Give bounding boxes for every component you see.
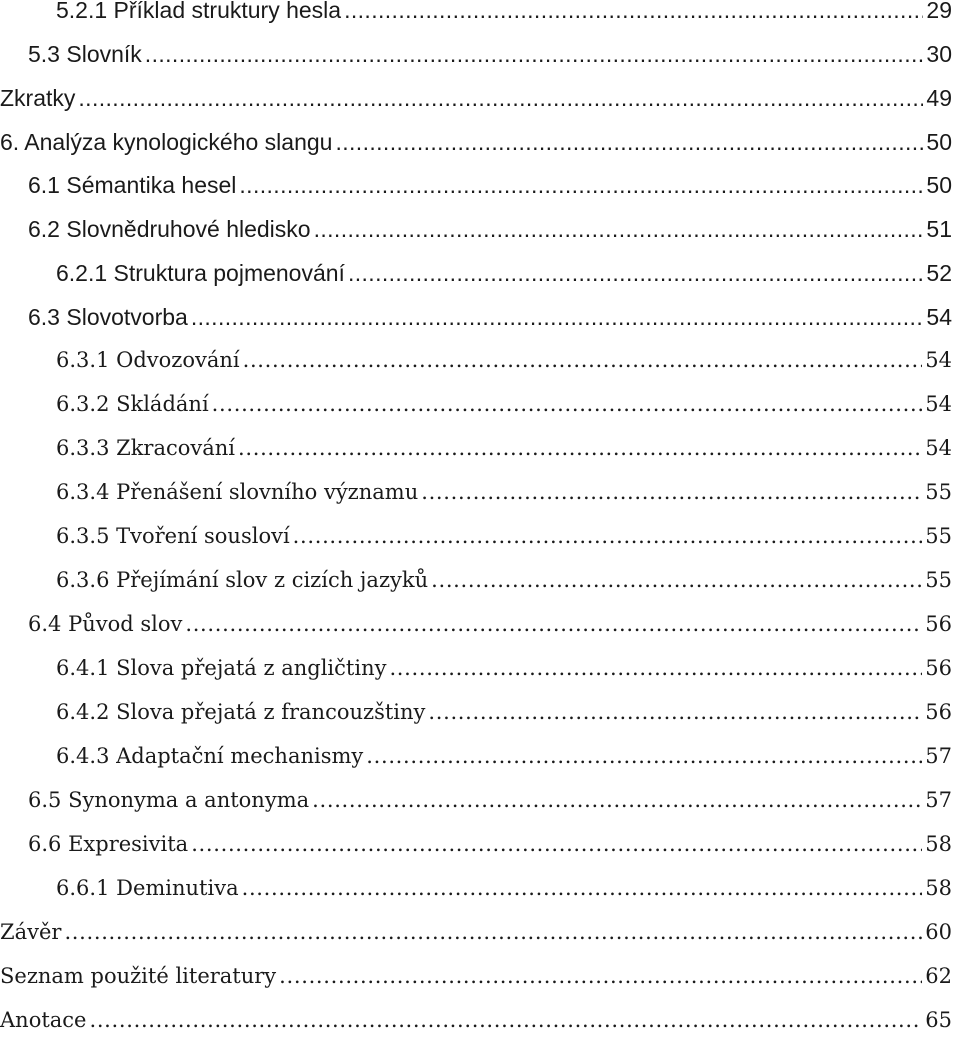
toc-entry[interactable] — [28, 41, 952, 73]
toc-entry-page: 57 — [925, 744, 952, 768]
toc-entry-page: 55 — [925, 568, 952, 592]
toc-entry-page: 56 — [925, 700, 952, 724]
toc-dot-leader — [421, 480, 922, 504]
toc-entry-page: 56 — [925, 612, 952, 636]
toc-entry-page: 50 — [926, 129, 952, 155]
toc-entry-page: 57 — [925, 788, 952, 812]
toc-entry[interactable] — [0, 1008, 952, 1040]
toc-entry-title: 6.4.1 Slova přejatá z angličtiny — [56, 656, 387, 680]
toc-entry-title: Seznam použité literatury — [0, 964, 277, 988]
toc-entry[interactable] — [0, 129, 952, 161]
toc-entry[interactable] — [28, 612, 952, 644]
toc-entry-title: 6.2.1 Struktura pojmenování — [56, 260, 345, 286]
toc-entry[interactable] — [28, 788, 952, 820]
toc-dot-leader — [191, 832, 922, 856]
toc-entry-page: 56 — [925, 656, 952, 680]
toc-dot-leader — [348, 260, 923, 287]
toc-entry-title: 6.4 Původ slov — [28, 612, 183, 636]
toc-entry[interactable] — [28, 832, 952, 864]
toc-dot-leader — [344, 0, 923, 24]
toc-entry[interactable] — [0, 964, 952, 996]
toc-dot-leader — [78, 85, 923, 112]
toc-dot-leader — [279, 964, 922, 988]
toc-entry[interactable] — [0, 85, 952, 117]
toc-entry-title: 6.3.3 Zkracování — [56, 436, 236, 460]
toc-entry-page: 58 — [925, 876, 952, 900]
toc-dot-leader — [389, 656, 922, 680]
toc-dot-leader — [238, 436, 922, 460]
toc-entry-page: 55 — [925, 480, 952, 504]
toc-entry[interactable] — [0, 920, 952, 952]
toc-entry-page: 54 — [925, 436, 952, 460]
toc-entry[interactable] — [56, 260, 952, 292]
toc-entry-title: Anotace — [0, 1008, 87, 1032]
toc-entry-title: 6.5 Synonyma a antonyma — [28, 788, 310, 812]
toc-dot-leader — [145, 41, 924, 68]
toc-dot-leader — [89, 1008, 922, 1032]
toc-entry[interactable] — [56, 392, 952, 424]
toc-dot-leader — [212, 392, 923, 416]
toc-entry-title: 6.1 Sémantika hesel — [28, 172, 237, 198]
toc-dot-leader — [64, 920, 922, 944]
toc-dot-leader — [239, 172, 923, 199]
toc-entry[interactable] — [56, 744, 952, 776]
toc-entry-title: 6.3.4 Přenášení slovního významu — [56, 480, 419, 504]
toc-entry[interactable] — [56, 348, 952, 380]
toc-entry-page: 62 — [925, 964, 952, 988]
toc-entry-title: Zkratky — [0, 85, 76, 111]
toc-entry-title: 6.6 Expresivita — [28, 832, 189, 856]
toc-entry-page: 58 — [925, 832, 952, 856]
toc-entry[interactable] — [56, 656, 952, 688]
toc-dot-leader — [314, 216, 924, 243]
toc-dot-leader — [243, 348, 923, 372]
toc-entry-page: 49 — [926, 85, 952, 111]
toc-dot-leader — [335, 129, 923, 156]
toc-entry-page: 51 — [926, 216, 952, 242]
toc-dot-leader — [312, 788, 922, 812]
toc-entry-title: Závěr — [0, 920, 62, 944]
toc-entry-page: 52 — [926, 260, 952, 286]
toc-entry-title: 6.3.5 Tvoření sousloví — [56, 524, 290, 548]
toc-entry[interactable] — [56, 524, 952, 556]
toc-entry-title: 6.3.1 Odvozování — [56, 348, 240, 372]
toc-entry[interactable] — [56, 568, 952, 600]
toc-entry-title: 6. Analýza kynologického slangu — [0, 129, 333, 155]
toc-entry[interactable] — [28, 216, 952, 248]
toc-entry[interactable] — [28, 304, 952, 336]
toc-entry-title: 6.3.2 Skládání — [56, 392, 209, 416]
toc-dot-leader — [191, 304, 924, 331]
toc-entry[interactable] — [56, 436, 952, 468]
toc-entry[interactable] — [56, 480, 952, 512]
toc-entry-title: 6.3.6 Přejímání slov z cizích jazyků — [56, 568, 429, 592]
toc-entry-title: 5.2.1 Příklad struktury hesla — [56, 0, 342, 23]
toc-entry-page: 55 — [925, 524, 952, 548]
toc-dot-leader — [185, 612, 922, 636]
toc-dot-leader — [428, 700, 922, 724]
toc-entry-title: 6.4.2 Slova přejatá z francouzštiny — [56, 700, 426, 724]
toc-entry-page: 54 — [925, 392, 952, 416]
toc-entry[interactable] — [28, 172, 952, 204]
toc-entry-page: 60 — [925, 920, 952, 944]
toc-entry-title: 6.4.3 Adaptační mechanismy — [56, 744, 364, 768]
toc-dot-leader — [293, 524, 923, 548]
toc-entry-page: 54 — [925, 348, 952, 372]
toc-entry-page: 30 — [926, 41, 952, 67]
toc-dot-leader — [431, 568, 922, 592]
toc-entry-title: 6.3 Slovotvorba — [28, 304, 188, 330]
toc-entry-title: 5.3 Slovník — [28, 41, 142, 67]
toc-entry[interactable] — [56, 700, 952, 732]
toc-dot-leader — [366, 744, 922, 768]
toc-entry-page: 54 — [926, 304, 952, 330]
toc-entry-page: 50 — [926, 172, 952, 198]
toc-entry-page: 29 — [926, 0, 952, 23]
toc-entry-title: 6.2 Slovnědruhové hledisko — [28, 216, 311, 242]
toc-entry-title: 6.6.1 Deminutiva — [56, 876, 239, 900]
toc-entry-page: 65 — [925, 1008, 952, 1032]
toc-entry[interactable] — [56, 876, 952, 908]
toc-dot-leader — [242, 876, 923, 900]
toc-entry[interactable] — [56, 0, 952, 29]
